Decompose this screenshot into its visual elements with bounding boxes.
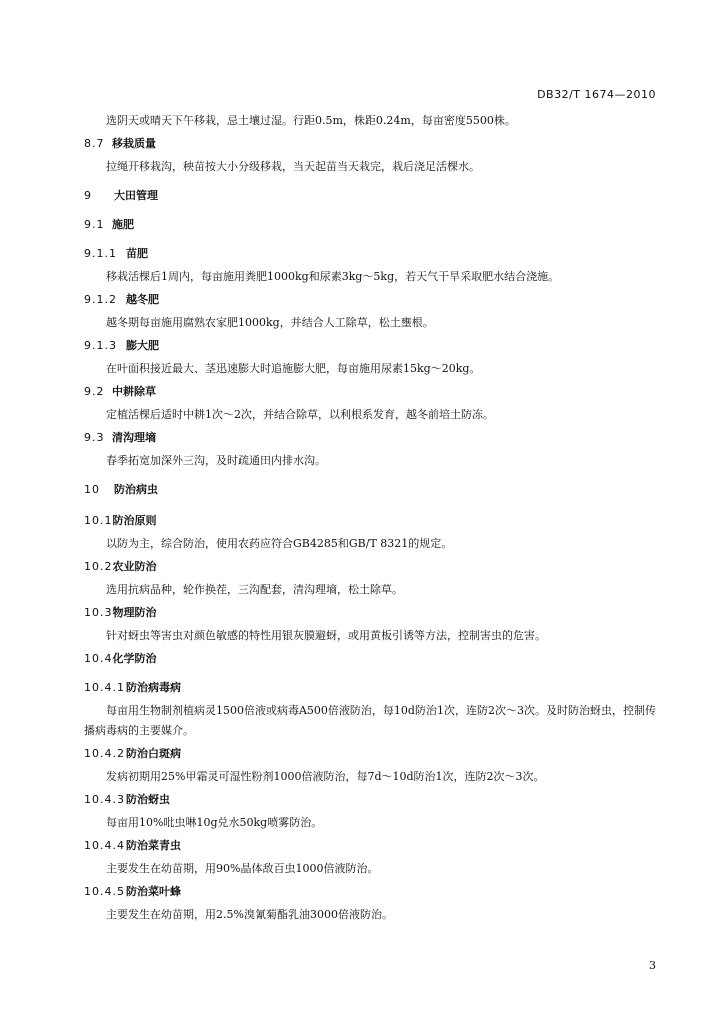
section-heading-10-2: 10.2农业防治 [84,560,157,573]
paragraph: 拉绳开移栽沟，秧苗按大小分级移栽，当天起苗当天栽完，栽后浇足活棵水。 [106,160,480,173]
page-number: 3 [649,959,656,972]
section-heading-9-1: 9.1 施肥 [84,218,134,231]
paragraph: 春季拓宽加深外三沟，及时疏通田内排水沟。 [106,454,326,467]
section-heading-9: 9 大田管理 [84,189,158,202]
paragraph: 移栽活棵后1周内，每亩施用粪肥1000kg和尿素3kg～5kg，若天气干旱采取肥水结合浇施。 [106,270,560,283]
paragraph: 选阴天或晴天下午移栽，忌土壤过湿。行距0.5m，株距0.24m，每亩密度5500株。 [106,114,516,127]
section-heading-9-3: 9.3 清沟理墒 [84,431,156,444]
paragraph: 主要发生在幼苗期，用2.5%溴氰菊酯乳油3000倍液防治。 [106,908,393,921]
document-body [84,111,656,925]
section-heading-10-1: 10.1防治原则 [84,514,157,527]
section-heading-9-1-2: 9.1.2 越冬肥 [84,293,159,306]
section-heading-10: 10 防治病虫 [84,483,158,496]
section-heading-10-4-2: 10.4.2防治白斑病 [84,747,181,760]
paragraph: 定植活棵后适时中耕1次～2次，并结合除草，以利根系发育，越冬前培土防冻。 [106,408,494,421]
paragraph: 针对蚜虫等害虫对颜色敏感的特性用银灰膜避蚜，或用黄板引诱等方法，控制害虫的危害。 [106,629,546,642]
section-heading-10-4-1: 10.4.1防治病毒病 [84,681,181,694]
paragraph: 每亩用10%吡虫啉10g兑水50kg喷雾防治。 [106,816,323,829]
section-heading-9-2: 9.2 中耕除草 [84,385,156,398]
section-heading-9-1-3: 9.1.3 膨大肥 [84,339,159,352]
paragraph: 越冬期每亩施用腐熟农家肥1000kg，并结合人工除草，松土壅根。 [106,316,434,329]
section-heading-10-4: 10.4化学防治 [84,652,157,665]
paragraph: 发病初期用25%甲霜灵可湿性粉剂1000倍液防治，每7d～10d防治1次，连防2次～3次。 [106,770,545,783]
paragraph: 在叶面积接近最大、茎迅速膨大时追施膨大肥，每亩施用尿素15kg～20kg。 [106,362,481,375]
section-heading-10-4-5: 10.4.5防治菜叶蜂 [84,885,181,898]
paragraph: 以防为主，综合防治，使用农药应符合GB4285和GB/T 8321的规定。 [106,537,453,550]
section-heading-9-1-1: 9.1.1 苗肥 [84,247,148,260]
paragraph: 每亩用生物制剂植病灵1500倍液或病毒A500倍液防治，每10d防治1次，连防2次～3次。及时防治蚜虫，控制传播病毒病的主要媒介。 [84,704,656,737]
section-heading-10-4-3: 10.4.3防治蚜虫 [84,793,170,806]
paragraph: 主要发生在幼苗期，用90%晶体敌百虫1000倍液防治。 [106,862,379,875]
paragraph: 选用抗病品种，轮作换茬，三沟配套，清沟理墒，松土除草。 [106,583,403,596]
section-heading-10-3: 10.3物理防治 [84,606,157,619]
standard-code: DB32/T 1674—2010 [537,88,656,101]
section-heading-8-7: 8.7 移栽质量 [84,137,156,150]
section-heading-10-4-4: 10.4.4防治菜青虫 [84,839,181,852]
